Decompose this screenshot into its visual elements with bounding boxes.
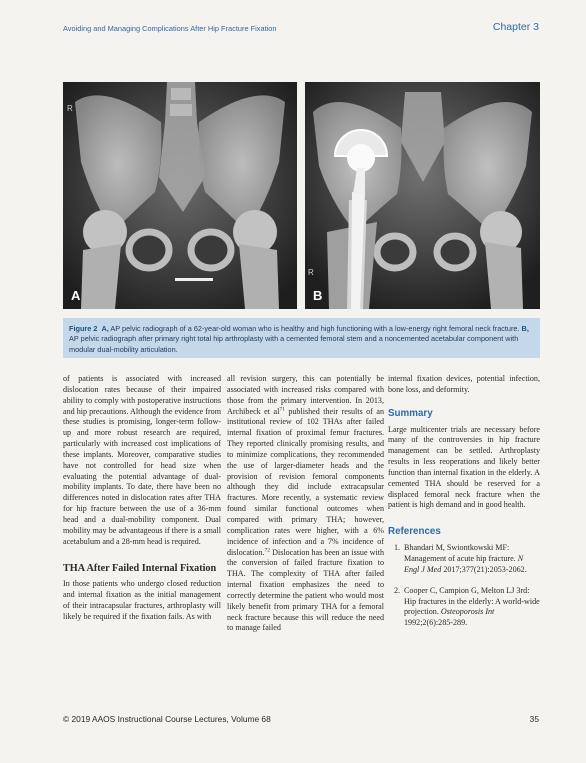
body-column-2 xyxy=(227,374,384,634)
reference-item xyxy=(388,543,540,576)
reference-list xyxy=(388,543,540,629)
caption-a-label: A, xyxy=(101,324,109,333)
radiograph-panel-b xyxy=(305,82,540,309)
body-column-3 xyxy=(388,374,540,639)
reference-journal: Osteoporosis Int xyxy=(440,607,495,617)
references-heading: References xyxy=(388,526,441,538)
column2-text-a: all revision surgery, this can potentially be associated with increased risks compared with those from the primary intervention. In 2013, Archibeck et al xyxy=(227,374,384,416)
column1-paragraph-2: In those patients who undergo closed reduction and internal fixation as the initial management of their intracapsular fractures, arthroplasty will likely be required if the fixation fails. As with xyxy=(63,579,221,621)
citation-71: 71 xyxy=(279,405,285,412)
pelvis-radiograph-b-image xyxy=(305,82,540,309)
footer-copyright: © 2019 AAOS Instructional Course Lectures, Volume 68 xyxy=(63,714,271,724)
page-number: 35 xyxy=(529,714,539,724)
caption-figure-label: Figure 2 xyxy=(69,324,98,333)
column3-paragraph-1: internal fixation devices, potential infection, bone loss, and deformity. xyxy=(388,374,540,394)
pelvis-radiograph-a-image xyxy=(63,82,297,309)
panel-label-b: B xyxy=(313,288,323,303)
summary-text: Large multicenter trials are necessary before many of the controversies in hip fracture management can be settled. Arthroplasty results in less reoperations and likely better function than internal fixation in the elderly. A cemented THA should be reserved for a displaced femoral neck fracture when the patient is high demand and in good health. xyxy=(388,424,540,510)
figure-caption xyxy=(63,318,540,358)
column2-text-c: Dislocation has been an issue with the conversion of failed fracture fixation to THA. The complexity of THA after failed internal fixation emphasizes the need to correctly determine the patient who would most likely benefit from primary THA for a femoral neck fracture because this will reduce the need to manage failed xyxy=(227,547,384,633)
section-heading-tha-after-failed-fixation: THA After Failed Internal Fixation xyxy=(63,562,217,574)
summary-heading: Summary xyxy=(388,407,433,419)
reference-number: 1. xyxy=(394,543,401,553)
column1-paragraph-1: of patients is associated with increased dislocation rates because of their impaired ability to comply with postoperative instructions and hip precautions. Although the evidence from these studies is promising, longer-term follow-up and more robust research are required, particularly with increased cost implications of these implants. Moreover, comparative studies have not controlled for head size when evaluating the potential advantage of dual-mobility implants. To date, there have been no differences noted in dislocation rates after THA for hip fracture between the use of a 36-mm head and a dual-mobility component. Dual mobility may be advantageous if there is a small acetabulum and a 28-mm head is required. xyxy=(63,374,222,546)
reference-text: Bhandari M, Swiontkowski MF: Management of acute hip fracture. xyxy=(404,543,518,563)
side-marker-b: R xyxy=(308,268,314,277)
caption-b-text: AP pelvic radiograph after primary right total hip arthroplasty with a cemented femoral stem and a noncemented acetabular component with modular dual-mobility articulation. xyxy=(69,334,519,354)
reference-item xyxy=(388,586,540,629)
caption-a-text: AP pelvic radiograph of a 62-year-old woman who is healthy and high functioning with a low-energy right femoral neck fracture. xyxy=(108,324,522,333)
column2-paragraph xyxy=(227,374,384,634)
chapter-label: Chapter 3 xyxy=(492,21,539,33)
column2-text-b: published their results of an institutional review of 102 THAs after failed internal fixation of proximal femur fractures. They reported clinically promising results, and to minimize complications, they recommended the use of larger-diameter heads and the provision of revision femoral components although they did include extracapsular fractures. More recently, a systematic review found similar functional outcomes when compared with primary THA; however, complication rates were higher, with a 6% incidence of infection and a 7% incidence of dislocation. xyxy=(227,406,385,557)
body-column-1 xyxy=(63,374,221,622)
reference-citation: 1992;2(6):285-289. xyxy=(404,618,468,628)
reference-journal: N Engl J Med xyxy=(404,553,524,574)
running-title: Avoiding and Managing Complications After Hip Fracture Fixation xyxy=(63,24,277,33)
radiograph-panel-a xyxy=(63,82,297,309)
reference-citation: 2017;377(21):2053-2062. xyxy=(441,564,527,574)
citation-72: 72 xyxy=(264,546,271,553)
caption-b-label: B, xyxy=(521,324,529,333)
reference-text: Cooper C, Campion G, Melton LJ 3rd: Hip fractures in the elderly: A world-wide projection. xyxy=(404,585,540,617)
reference-number: 2. xyxy=(394,585,401,595)
side-marker-a: R xyxy=(67,104,73,113)
panel-label-a: A xyxy=(71,288,81,303)
